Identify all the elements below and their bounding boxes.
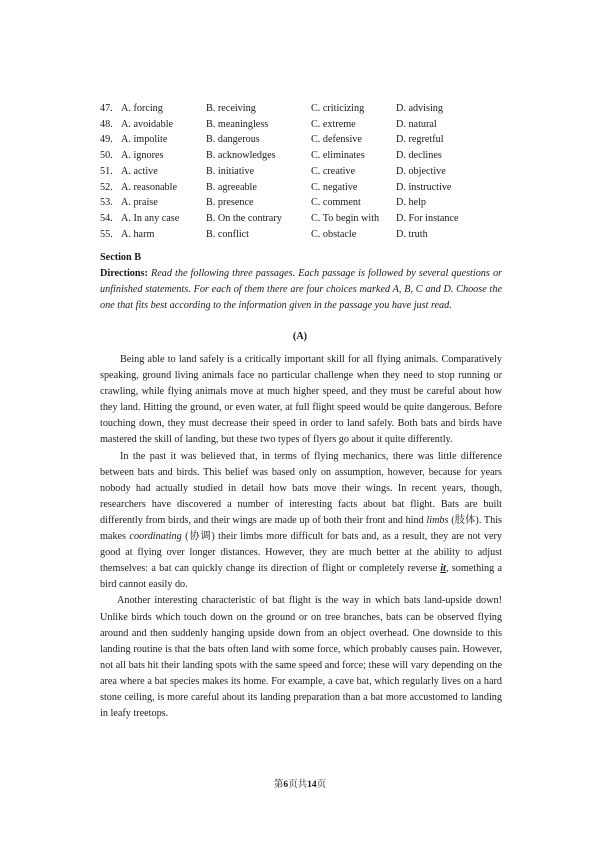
option-a: A. reasonable [121, 181, 178, 193]
option-b: B. presence [206, 197, 254, 209]
option-row [100, 148, 520, 164]
passage-body [100, 352, 502, 722]
question-number: 54. [100, 212, 113, 224]
option-a: A. In any case [121, 212, 180, 224]
option-a: A. avoidable [121, 118, 174, 130]
question-number: 51. [100, 165, 113, 177]
option-d: D. help [396, 197, 426, 209]
option-d: D. advising [396, 103, 443, 114]
paragraph-2-text: , something a bird cannot easily do. [100, 563, 503, 591]
option-d: D. natural [396, 118, 437, 130]
option-row [100, 211, 520, 227]
option-c: C. defensive [311, 134, 362, 146]
term-limbs: limbs [426, 514, 449, 526]
option-c: C. obstacle [311, 228, 357, 240]
option-row [100, 227, 520, 243]
option-row [100, 164, 520, 180]
question-number: 48. [100, 118, 113, 130]
option-b: B. agreeable [206, 181, 257, 193]
option-c: C. comment [311, 197, 361, 209]
option-c: C. negative [311, 181, 358, 193]
option-d: D. declines [396, 150, 442, 162]
option-d: D. regretful [396, 134, 444, 146]
underlined-word-it: it [440, 563, 446, 575]
option-a: A. forcing [121, 103, 163, 114]
option-b: B. On the contrary [206, 212, 282, 224]
paragraph-1: Being able to land safely is a critically important skill for all flying animals. Comparatively speaking, ground living animals face no particular challenge when they need to stop running or crawling, while flying animals move at much higher speed, and they must be careful about how they land. Hitting the ground, or even water, at full flight speed would be quite dangerous. Before touching down, they must decrease their speed in order to land safely. Both bats and birds have mastered the skill of landing, but these two types of flyers go about it quite differently. [100, 354, 502, 446]
footer-total-pages: 14 [307, 780, 317, 790]
option-d: D. objective [396, 165, 446, 177]
option-a: A. praise [121, 197, 158, 209]
option-row [100, 132, 520, 148]
passage-label: (A) [292, 331, 308, 342]
question-number: 49. [100, 134, 113, 146]
option-b: B. initiative [206, 165, 255, 177]
footer-prefix: 第 [273, 780, 284, 790]
paragraph-2-text: (肢体). This makes [100, 514, 503, 543]
option-a: A. harm [121, 228, 155, 240]
paragraph-2-text: (协调) their limbs more difficult for bats and, as a result, they are not very good at flying over longer distances. However, they are much better at the ability to adjust themselves: a bat can quickly change its direction of flight or completely reverse [100, 531, 502, 575]
option-c: C. eliminates [311, 150, 365, 162]
option-b: B. receiving [206, 103, 256, 114]
question-number: 55. [100, 228, 113, 240]
option-d: D. For instance [396, 212, 459, 224]
options-table [100, 101, 520, 242]
question-number: 53. [100, 197, 113, 209]
option-c: C. criticizing [311, 103, 365, 114]
page-footer [0, 776, 600, 790]
option-row [100, 101, 520, 117]
option-d: D. truth [396, 228, 428, 240]
option-row [100, 195, 520, 211]
footer-suffix: 页 [316, 780, 327, 790]
section-title: Section B [100, 252, 142, 263]
option-b: B. acknowledges [206, 150, 276, 162]
footer-page-number: 6 [283, 780, 289, 790]
paragraph-3: Another interesting characteristic of bat flight is the way in which bats land-upside down! Unlike birds which touch down on the ground or on tree branches, bats can be observed flying around and then suddenly hanging upside down from an object overhead. One downside to this landing routine is that the bats often land with some force, which probably causes pain. However, not all bats hit their landing spots with the same speed and force; these will vary depending on the area where a bat species makes its home. For example, a cave bat, which regularly lives on a hard stone ceiling, is more careful about its landing preparation than a bat more accustomed to landing in leafy treetops. [100, 595, 502, 720]
option-a: A. ignores [121, 150, 164, 162]
option-row [100, 117, 520, 133]
option-c: C. creative [311, 165, 356, 177]
directions-text: Read the following three passages. Each passage is followed by several questions or unfinished statements. For each of them there are four choices marked A, B, C and D. Choose the one that fits best according to the information given in the passage you have just read. [100, 268, 503, 311]
footer-middle: 页共 [288, 780, 308, 790]
option-row [100, 180, 520, 196]
option-c: C. To begin with [311, 212, 380, 224]
directions [100, 266, 502, 314]
option-a: A. active [121, 165, 158, 177]
option-b: B. dangerous [206, 134, 260, 146]
paragraph-2-text: In the past it was believed that, in terms of flying mechanics, there was little difference between bats and birds. This belief was based only on assumption, however, because for years nobody had actually studied in detail how bats move their wings. In recent years, though, researchers have discovered a number of interesting facts about bat flight. Bats are built differently from birds, and their wings are made up of both their front and hind [100, 450, 502, 526]
question-number: 50. [100, 150, 113, 162]
question-number: 52. [100, 181, 113, 193]
question-number: 47. [100, 103, 113, 114]
term-coordinating: coordinating [129, 531, 182, 543]
option-d: D. instructive [396, 181, 452, 193]
paragraph-2 [100, 449, 502, 594]
option-c: C. extreme [311, 118, 356, 130]
option-a: A. impolite [121, 134, 168, 146]
option-b: B. conflict [206, 228, 250, 240]
option-b: B. meaningless [206, 118, 269, 130]
directions-label: Directions: [100, 268, 148, 279]
